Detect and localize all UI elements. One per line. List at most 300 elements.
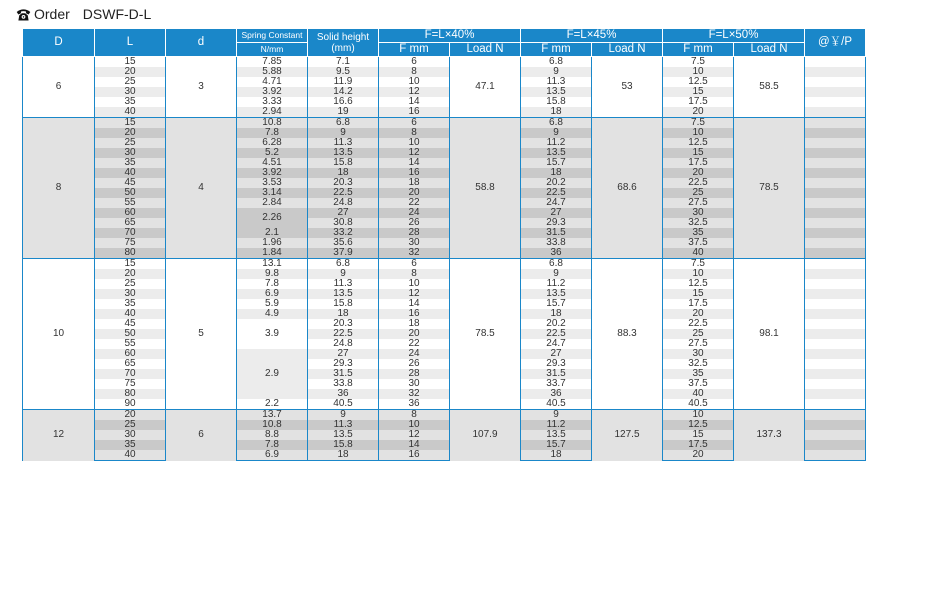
cell-spring-constant: 2.9 — [237, 349, 308, 399]
cell-price — [805, 87, 866, 97]
cell-f45-fmm: 6.8 — [521, 57, 592, 68]
cell-f45-fmm: 27 — [521, 349, 592, 359]
order-label: Order — [34, 6, 70, 22]
header-f40-load: Load N — [450, 43, 521, 57]
table-row — [23, 259, 866, 270]
cell-f40-fmm: 8 — [379, 128, 450, 138]
cell-f50-load: 98.1 — [734, 259, 805, 410]
cell-solid-height: 15.8 — [308, 440, 379, 450]
cell-L: 35 — [95, 299, 166, 309]
cell-f45-fmm: 13.5 — [521, 87, 592, 97]
cell-price — [805, 248, 866, 259]
cell-f40-fmm: 16 — [379, 309, 450, 319]
cell-f45-fmm: 18 — [521, 450, 592, 461]
cell-solid-height: 15.8 — [308, 158, 379, 168]
header-f45: F=L×45% — [521, 29, 663, 43]
cell-f40-fmm: 14 — [379, 440, 450, 450]
cell-price — [805, 279, 866, 289]
cell-f40-fmm: 10 — [379, 138, 450, 148]
cell-f40-fmm: 26 — [379, 218, 450, 228]
cell-f45-fmm: 11.3 — [521, 77, 592, 87]
cell-f45-fmm: 15.8 — [521, 97, 592, 107]
cell-f45-fmm: 33.7 — [521, 379, 592, 389]
cell-L: 25 — [95, 138, 166, 148]
cell-L: 20 — [95, 67, 166, 77]
cell-f50-fmm: 30 — [663, 349, 734, 359]
cell-d: 4 — [166, 118, 237, 259]
header-f40-fmm: F mm — [379, 43, 450, 57]
cell-f50-fmm: 12.5 — [663, 77, 734, 87]
cell-solid-height: 18 — [308, 309, 379, 319]
cell-f50-fmm: 20 — [663, 309, 734, 319]
cell-spring-constant: 3.33 — [237, 97, 308, 107]
cell-L: 75 — [95, 238, 166, 248]
table-row — [23, 118, 866, 129]
cell-f40-fmm: 8 — [379, 410, 450, 421]
cell-f50-load: 78.5 — [734, 118, 805, 259]
cell-D: 8 — [23, 118, 95, 259]
cell-solid-height: 9 — [308, 269, 379, 279]
cell-spring-constant: 10.8 — [237, 420, 308, 430]
cell-f45-fmm: 18 — [521, 309, 592, 319]
header-f45-fmm: F mm — [521, 43, 592, 57]
cell-L: 60 — [95, 349, 166, 359]
cell-f50-fmm: 15 — [663, 289, 734, 299]
cell-f40-fmm: 36 — [379, 399, 450, 410]
cell-f45-fmm: 24.7 — [521, 198, 592, 208]
cell-L: 40 — [95, 309, 166, 319]
cell-f40-load: 58.8 — [450, 118, 521, 259]
cell-price — [805, 359, 866, 369]
cell-D: 12 — [23, 410, 95, 461]
cell-solid-height: 31.5 — [308, 369, 379, 379]
cell-f45-fmm: 15.7 — [521, 158, 592, 168]
cell-price — [805, 410, 866, 421]
cell-solid-height: 22.5 — [308, 188, 379, 198]
cell-L: 75 — [95, 379, 166, 389]
cell-solid-height: 9 — [308, 410, 379, 421]
cell-spring-constant: 7.8 — [237, 279, 308, 289]
cell-spring-constant: 7.8 — [237, 128, 308, 138]
cell-price — [805, 430, 866, 440]
cell-L: 25 — [95, 420, 166, 430]
cell-solid-height: 9.5 — [308, 67, 379, 77]
cell-f50-fmm: 17.5 — [663, 299, 734, 309]
cell-price — [805, 399, 866, 410]
cell-f45-load: 53 — [592, 57, 663, 118]
cell-L: 40 — [95, 450, 166, 461]
cell-L: 35 — [95, 158, 166, 168]
cell-d: 3 — [166, 57, 237, 118]
cell-L: 25 — [95, 279, 166, 289]
cell-f50-load: 58.5 — [734, 57, 805, 118]
cell-f40-fmm: 10 — [379, 279, 450, 289]
cell-L: 20 — [95, 410, 166, 421]
cell-L: 30 — [95, 148, 166, 158]
cell-solid-height: 19 — [308, 107, 379, 118]
cell-solid-height: 27 — [308, 208, 379, 218]
cell-spring-constant: 3.53 — [237, 178, 308, 188]
cell-spring-constant: 2.1 — [237, 228, 308, 238]
cell-f45-load: 68.6 — [592, 118, 663, 259]
header-price: @￥/P — [805, 29, 866, 57]
cell-f45-fmm: 24.7 — [521, 339, 592, 349]
cell-solid-height: 6.8 — [308, 259, 379, 270]
cell-f50-fmm: 40 — [663, 248, 734, 259]
cell-f40-fmm: 6 — [379, 118, 450, 129]
cell-f50-fmm: 32.5 — [663, 218, 734, 228]
page-title — [15, 4, 151, 24]
cell-f50-fmm: 10 — [663, 269, 734, 279]
solid-height-unit: (mm) — [331, 42, 355, 54]
cell-spring-constant: 4.71 — [237, 77, 308, 87]
cell-price — [805, 148, 866, 158]
cell-spring-constant: 7.85 — [237, 57, 308, 68]
cell-solid-height: 13.5 — [308, 430, 379, 440]
cell-f40-fmm: 12 — [379, 289, 450, 299]
cell-L: 30 — [95, 87, 166, 97]
cell-solid-height: 33.8 — [308, 379, 379, 389]
cell-f40-fmm: 6 — [379, 259, 450, 270]
cell-price — [805, 269, 866, 279]
cell-f45-fmm: 18 — [521, 168, 592, 178]
cell-f40-load: 107.9 — [450, 410, 521, 461]
cell-spring-constant: 5.88 — [237, 67, 308, 77]
cell-L: 55 — [95, 198, 166, 208]
cell-f45-fmm: 9 — [521, 410, 592, 421]
cell-f50-fmm: 7.5 — [663, 57, 734, 68]
cell-f50-fmm: 10 — [663, 128, 734, 138]
cell-solid-height: 11.3 — [308, 138, 379, 148]
cell-f40-fmm: 8 — [379, 67, 450, 77]
cell-solid-height: 18 — [308, 450, 379, 461]
cell-f50-fmm: 17.5 — [663, 440, 734, 450]
cell-f40-fmm: 6 — [379, 57, 450, 68]
header-f45-load: Load N — [592, 43, 663, 57]
cell-spring-constant: 10.8 — [237, 118, 308, 129]
cell-f45-fmm: 36 — [521, 389, 592, 399]
cell-f45-fmm: 20.2 — [521, 319, 592, 329]
cell-spring-constant: 8.8 — [237, 430, 308, 440]
cell-solid-height: 6.8 — [308, 118, 379, 129]
cell-f45-fmm: 20.2 — [521, 178, 592, 188]
cell-solid-height: 20.3 — [308, 319, 379, 329]
cell-solid-height: 20.3 — [308, 178, 379, 188]
header-D: D — [23, 29, 95, 57]
cell-price — [805, 289, 866, 299]
cell-spring-constant: 2.26 — [237, 208, 308, 228]
cell-L: 30 — [95, 430, 166, 440]
cell-f50-fmm: 35 — [663, 228, 734, 238]
cell-L: 15 — [95, 118, 166, 129]
cell-solid-height: 15.8 — [308, 299, 379, 309]
cell-f45-fmm: 29.3 — [521, 359, 592, 369]
cell-price — [805, 379, 866, 389]
cell-price — [805, 67, 866, 77]
cell-f50-fmm: 7.5 — [663, 259, 734, 270]
cell-f50-fmm: 35 — [663, 369, 734, 379]
header-f50-fmm: F mm — [663, 43, 734, 57]
cell-price — [805, 339, 866, 349]
cell-spring-constant: 3.92 — [237, 87, 308, 97]
cell-d: 6 — [166, 410, 237, 461]
cell-spring-constant: 6.9 — [237, 450, 308, 461]
header-L: L — [95, 29, 166, 57]
cell-f50-load: 137.3 — [734, 410, 805, 461]
cell-price — [805, 450, 866, 461]
cell-f50-fmm: 20 — [663, 168, 734, 178]
cell-L: 40 — [95, 107, 166, 118]
cell-solid-height: 30.8 — [308, 218, 379, 228]
cell-f50-fmm: 10 — [663, 67, 734, 77]
cell-price — [805, 369, 866, 379]
cell-L: 80 — [95, 248, 166, 259]
cell-L: 45 — [95, 319, 166, 329]
cell-f50-fmm: 7.5 — [663, 118, 734, 129]
header-d: d — [166, 29, 237, 57]
cell-f40-load: 47.1 — [450, 57, 521, 118]
cell-spring-constant: 1.96 — [237, 238, 308, 248]
cell-spring-constant: 5.9 — [237, 299, 308, 309]
cell-f40-fmm: 18 — [379, 319, 450, 329]
cell-L: 20 — [95, 269, 166, 279]
cell-f50-fmm: 15 — [663, 87, 734, 97]
cell-f40-fmm: 28 — [379, 369, 450, 379]
cell-solid-height: 27 — [308, 349, 379, 359]
cell-f50-fmm: 27.5 — [663, 198, 734, 208]
cell-L: 40 — [95, 168, 166, 178]
cell-f45-fmm: 15.7 — [521, 299, 592, 309]
cell-f40-fmm: 16 — [379, 107, 450, 118]
cell-solid-height: 24.8 — [308, 198, 379, 208]
cell-price — [805, 188, 866, 198]
part-code: DSWF-D-L — [82, 6, 152, 22]
cell-f50-fmm: 17.5 — [663, 158, 734, 168]
cell-price — [805, 138, 866, 148]
cell-f50-fmm: 15 — [663, 430, 734, 440]
cell-f40-fmm: 30 — [379, 238, 450, 248]
cell-f45-load: 127.5 — [592, 410, 663, 461]
cell-L: 20 — [95, 128, 166, 138]
cell-f40-fmm: 24 — [379, 349, 450, 359]
cell-f50-fmm: 15 — [663, 148, 734, 158]
cell-f40-fmm: 12 — [379, 87, 450, 97]
cell-solid-height: 37.9 — [308, 248, 379, 259]
cell-price — [805, 107, 866, 118]
cell-f40-fmm: 12 — [379, 430, 450, 440]
cell-f45-fmm: 29.3 — [521, 218, 592, 228]
cell-f50-fmm: 40 — [663, 389, 734, 399]
cell-f40-fmm: 32 — [379, 389, 450, 399]
cell-f40-fmm: 10 — [379, 420, 450, 430]
cell-spring-constant: 4.51 — [237, 158, 308, 168]
cell-L: 55 — [95, 339, 166, 349]
cell-f45-fmm: 36 — [521, 248, 592, 259]
cell-f45-fmm: 6.8 — [521, 259, 592, 270]
cell-f45-fmm: 18 — [521, 107, 592, 118]
cell-L: 45 — [95, 178, 166, 188]
cell-f50-fmm: 12.5 — [663, 138, 734, 148]
solid-height-label: Solid height — [316, 31, 370, 43]
header-f50-load: Load N — [734, 43, 805, 57]
cell-spring-constant: 13.1 — [237, 259, 308, 270]
cell-f40-fmm: 30 — [379, 379, 450, 389]
cell-f45-fmm: 33.8 — [521, 238, 592, 248]
cell-price — [805, 118, 866, 129]
table-row — [23, 410, 866, 421]
cell-L: 15 — [95, 259, 166, 270]
cell-L: 35 — [95, 97, 166, 107]
cell-f40-fmm: 20 — [379, 188, 450, 198]
cell-solid-height: 18 — [308, 168, 379, 178]
cell-f50-fmm: 27.5 — [663, 339, 734, 349]
cell-spring-constant: 3.9 — [237, 319, 308, 349]
cell-f40-fmm: 14 — [379, 97, 450, 107]
cell-D: 10 — [23, 259, 95, 410]
cell-L: 60 — [95, 208, 166, 218]
cell-f50-fmm: 20 — [663, 450, 734, 461]
cell-solid-height: 29.3 — [308, 359, 379, 369]
cell-spring-constant: 5.2 — [237, 148, 308, 158]
cell-price — [805, 57, 866, 68]
cell-f40-fmm: 16 — [379, 168, 450, 178]
cell-spring-constant: 2.2 — [237, 399, 308, 410]
cell-solid-height: 33.2 — [308, 228, 379, 238]
cell-spring-constant: 2.94 — [237, 107, 308, 118]
cell-f50-fmm: 32.5 — [663, 359, 734, 369]
cell-f45-fmm: 31.5 — [521, 228, 592, 238]
cell-price — [805, 389, 866, 399]
spec-table-body — [23, 57, 866, 461]
cell-f50-fmm: 37.5 — [663, 238, 734, 248]
header-f40: F=L×40% — [379, 29, 521, 43]
cell-spring-constant: 4.9 — [237, 309, 308, 319]
cell-solid-height: 11.9 — [308, 77, 379, 87]
spec-table — [22, 28, 866, 461]
cell-L: 70 — [95, 369, 166, 379]
cell-spring-constant: 7.8 — [237, 440, 308, 450]
cell-solid-height: 24.8 — [308, 339, 379, 349]
cell-solid-height: 11.3 — [308, 420, 379, 430]
cell-f45-fmm: 40.5 — [521, 399, 592, 410]
header-spring-constant: Spring Constant — [237, 29, 308, 43]
cell-f50-fmm: 25 — [663, 329, 734, 339]
cell-solid-height: 40.5 — [308, 399, 379, 410]
cell-f45-fmm: 13.5 — [521, 148, 592, 158]
cell-solid-height: 22.5 — [308, 329, 379, 339]
cell-spring-constant: 2.84 — [237, 198, 308, 208]
cell-spring-constant: 6.28 — [237, 138, 308, 148]
cell-f50-fmm: 10 — [663, 410, 734, 421]
cell-L: 30 — [95, 289, 166, 299]
cell-f45-load: 88.3 — [592, 259, 663, 410]
cell-L: 50 — [95, 329, 166, 339]
cell-price — [805, 128, 866, 138]
cell-f40-fmm: 24 — [379, 208, 450, 218]
cell-f40-load: 78.5 — [450, 259, 521, 410]
cell-f45-fmm: 22.5 — [521, 188, 592, 198]
cell-L: 80 — [95, 389, 166, 399]
cell-f50-fmm: 22.5 — [663, 178, 734, 188]
cell-price — [805, 319, 866, 329]
cell-L: 15 — [95, 57, 166, 68]
cell-price — [805, 309, 866, 319]
cell-f40-fmm: 8 — [379, 269, 450, 279]
cell-spring-constant: 3.92 — [237, 168, 308, 178]
table-row — [23, 57, 866, 68]
cell-f50-fmm: 37.5 — [663, 379, 734, 389]
cell-solid-height: 9 — [308, 128, 379, 138]
cell-price — [805, 238, 866, 248]
cell-solid-height: 7.1 — [308, 57, 379, 68]
cell-f45-fmm: 31.5 — [521, 369, 592, 379]
cell-f45-fmm: 11.2 — [521, 279, 592, 289]
cell-f45-fmm: 9 — [521, 128, 592, 138]
cell-price — [805, 228, 866, 238]
cell-f40-fmm: 14 — [379, 299, 450, 309]
cell-price — [805, 349, 866, 359]
cell-price — [805, 208, 866, 218]
cell-price — [805, 168, 866, 178]
cell-f40-fmm: 28 — [379, 228, 450, 238]
cell-f40-fmm: 16 — [379, 450, 450, 461]
cell-D: 6 — [23, 57, 95, 118]
cell-price — [805, 440, 866, 450]
cell-price — [805, 218, 866, 228]
cell-f40-fmm: 14 — [379, 158, 450, 168]
cell-f45-fmm: 15.7 — [521, 440, 592, 450]
cell-price — [805, 420, 866, 430]
cell-solid-height: 11.3 — [308, 279, 379, 289]
cell-f40-fmm: 10 — [379, 77, 450, 87]
cell-f45-fmm: 27 — [521, 208, 592, 218]
cell-f40-fmm: 26 — [379, 359, 450, 369]
cell-price — [805, 329, 866, 339]
cell-spring-constant: 6.9 — [237, 289, 308, 299]
cell-price — [805, 178, 866, 188]
cell-price — [805, 97, 866, 107]
cell-f50-fmm: 30 — [663, 208, 734, 218]
cell-d: 5 — [166, 259, 237, 410]
cell-L: 50 — [95, 188, 166, 198]
header-spring-constant-unit: N/mm — [237, 43, 308, 57]
header-f50: F=L×50% — [663, 29, 805, 43]
cell-f40-fmm: 20 — [379, 329, 450, 339]
cell-f40-fmm: 22 — [379, 339, 450, 349]
cell-f50-fmm: 17.5 — [663, 97, 734, 107]
cell-f45-fmm: 13.5 — [521, 289, 592, 299]
cell-L: 65 — [95, 359, 166, 369]
cell-f45-fmm: 9 — [521, 269, 592, 279]
cell-spring-constant: 9.8 — [237, 269, 308, 279]
cell-solid-height: 35.6 — [308, 238, 379, 248]
cell-solid-height: 36 — [308, 389, 379, 399]
cell-f40-fmm: 22 — [379, 198, 450, 208]
cell-f50-fmm: 25 — [663, 188, 734, 198]
cell-price — [805, 259, 866, 270]
cell-f40-fmm: 12 — [379, 148, 450, 158]
cell-spring-constant: 3.14 — [237, 188, 308, 198]
cell-price — [805, 77, 866, 87]
cell-L: 65 — [95, 218, 166, 228]
cell-solid-height: 14.2 — [308, 87, 379, 97]
cell-f45-fmm: 11.2 — [521, 138, 592, 148]
cell-solid-height: 16.6 — [308, 97, 379, 107]
cell-price — [805, 198, 866, 208]
cell-f45-fmm: 9 — [521, 67, 592, 77]
cell-f50-fmm: 20 — [663, 107, 734, 118]
cell-L: 90 — [95, 399, 166, 410]
